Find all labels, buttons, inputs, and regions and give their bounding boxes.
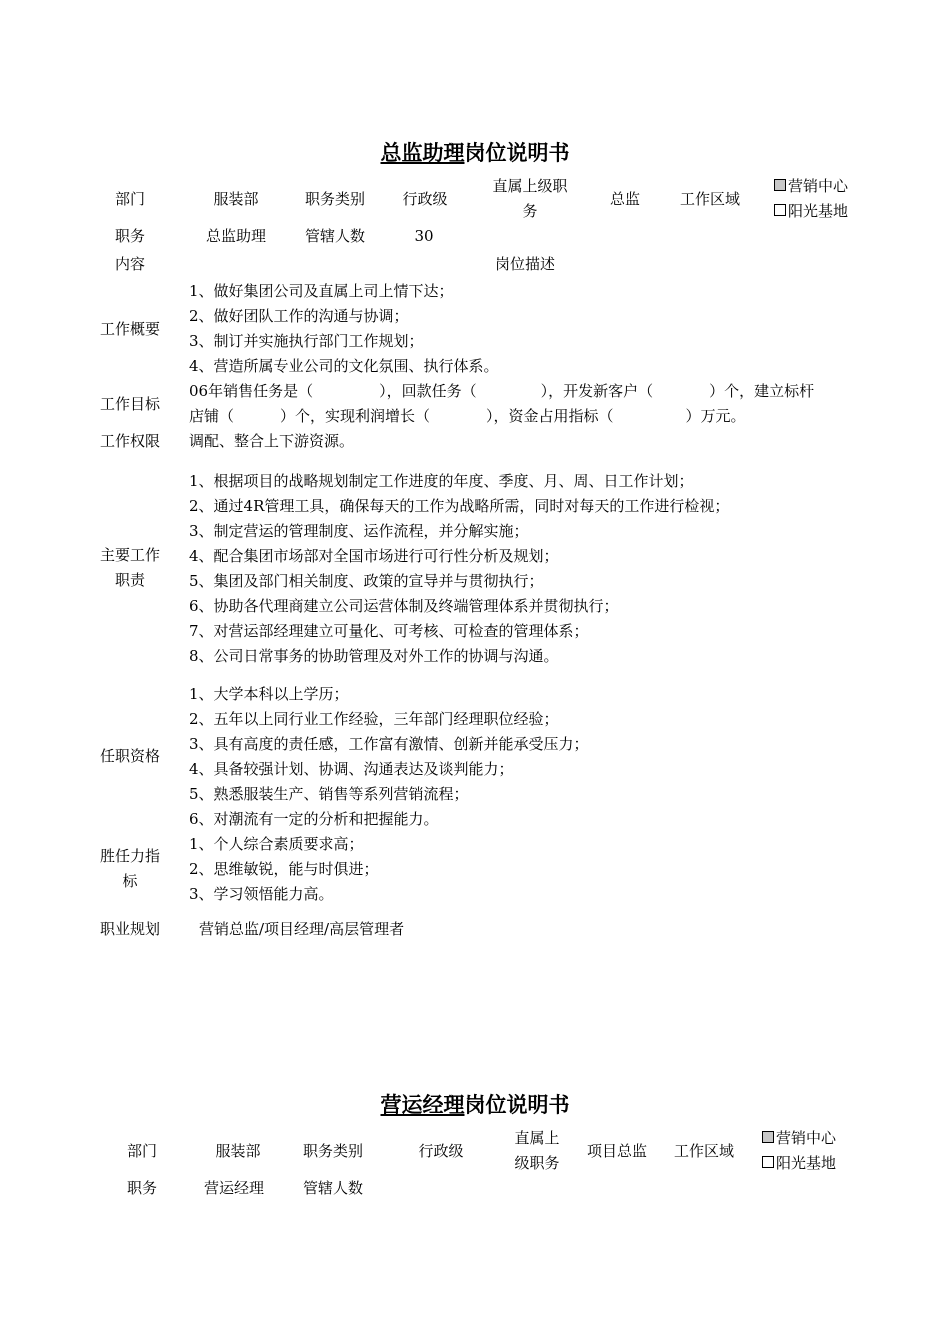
doc1-title-position: 总监助理 xyxy=(380,140,465,165)
doc1-duties-list xyxy=(189,469,729,669)
doc1-career-label: 职业规划 xyxy=(99,920,160,938)
doc2-title-position: 营运经理 xyxy=(380,1092,465,1117)
list-item: 3、学习领悟能力高。 xyxy=(189,885,334,903)
list-item: 1、根据项目的战略规划制定工作进度的年度、季度、月、周、日工作计划； xyxy=(189,472,694,490)
doc2-dept-value: 服装部 xyxy=(215,1142,261,1160)
doc1-goal-line2 xyxy=(189,404,814,429)
list-item: 4、具备较强计划、协调、沟通表达及谈判能力； xyxy=(189,760,514,778)
doc1-qualification-list xyxy=(189,682,589,832)
doc1-desc-label: 岗位描述 xyxy=(494,255,555,273)
list-item: 2、做好团队工作的沟通与协调； xyxy=(189,307,409,325)
doc1-competency-list xyxy=(189,832,379,907)
doc1-content-label: 内容 xyxy=(114,255,145,273)
doc1-type-label: 职务类别 xyxy=(304,190,365,208)
doc1-superior-value: 总监 xyxy=(609,190,640,208)
goal-benchmark-text: ）个，建立标杆 xyxy=(709,382,815,400)
doc1-title-suffix: 岗位说明书 xyxy=(464,140,570,165)
doc1-duties-label xyxy=(92,543,168,593)
checkbox-icon[interactable] xyxy=(774,204,786,216)
doc1-post-label: 职务 xyxy=(114,227,145,245)
list-item: 7、对营运部经理建立可量化、可考核、可检查的管理体系； xyxy=(189,622,589,640)
doc2-area-label: 工作区域 xyxy=(673,1142,734,1160)
list-item: 6、协助各代理商建立公司运营体制及终端管理体系并贯彻执行； xyxy=(189,597,619,615)
doc1-subordinates-label: 管辖人数 xyxy=(304,227,365,245)
doc1-goal-line1 xyxy=(189,379,814,404)
list-item: 5、熟悉服装生产、销售等系列营销流程； xyxy=(189,785,469,803)
doc2-type-label: 职务类别 xyxy=(302,1142,363,1160)
list-item: 3、制订并实施执行部门工作规划； xyxy=(189,332,424,350)
goal-profit-text: ）个，实现利润增长（ xyxy=(280,407,431,425)
doc2-area-option-2[interactable] xyxy=(762,1151,882,1176)
list-item: 6、对潮流有一定的分析和把握能力。 xyxy=(189,810,439,828)
list-item: 1、大学本科以上学历； xyxy=(189,685,349,703)
list-item: 5、集团及部门相关制度、政策的宣导并与贯彻执行； xyxy=(189,572,544,590)
doc2-superior-label-line1: 直属上 xyxy=(514,1129,560,1147)
doc2-dept-label: 部门 xyxy=(126,1142,157,1160)
doc1-overview-label: 工作概要 xyxy=(99,320,160,338)
doc1-superior-label xyxy=(482,174,578,224)
doc1-competency-label-line2: 标 xyxy=(122,872,138,890)
doc1-title xyxy=(0,137,950,167)
doc1-area-option-2[interactable] xyxy=(774,199,894,224)
doc1-area-label: 工作区域 xyxy=(679,190,740,208)
list-item: 2、五年以上同行业工作经验，三年部门经理职位经验； xyxy=(189,710,559,728)
list-item: 2、通过4R管理工具，确保每天的工作为战略所需，同时对每天的工作进行检视； xyxy=(189,497,730,515)
goal-store-text: 店铺（ xyxy=(189,407,235,425)
doc1-post-value: 总监助理 xyxy=(205,227,266,245)
doc2-type-value: 行政级 xyxy=(418,1142,464,1160)
doc2-title-suffix: 岗位说明书 xyxy=(464,1092,570,1117)
doc1-subordinates-value: 30 xyxy=(414,227,434,245)
checkbox-icon[interactable] xyxy=(774,179,786,191)
doc2-subordinates-label: 管辖人数 xyxy=(302,1179,363,1197)
doc1-dept-label: 部门 xyxy=(114,190,145,208)
doc1-goal-label: 工作目标 xyxy=(99,395,160,413)
doc2-area-options xyxy=(762,1126,882,1176)
list-item: 3、制定营运的管理制度、运作流程，并分解实施； xyxy=(189,522,529,540)
list-item: 2、思维敏锐，能与时俱进； xyxy=(189,860,379,878)
doc1-superior-label-line1: 直属上级职 xyxy=(492,177,568,195)
checkbox-icon[interactable] xyxy=(762,1156,774,1168)
doc1-qualification-label: 任职资格 xyxy=(99,747,160,765)
list-item: 4、营造所属专业公司的文化氛围、执行体系。 xyxy=(189,357,499,375)
doc2-post-label: 职务 xyxy=(126,1179,157,1197)
doc1-competency-label-line1: 胜任力指 xyxy=(99,847,160,865)
doc2-title xyxy=(0,1089,950,1119)
doc2-superior-label xyxy=(504,1126,570,1176)
doc1-type-value: 行政级 xyxy=(402,190,448,208)
goal-unit-text: ）万元。 xyxy=(685,407,746,425)
list-item: 1、个人综合素质要求高； xyxy=(189,835,364,853)
doc2-area-option-1[interactable] xyxy=(762,1126,882,1151)
goal-customers-text: ），开发新客户（ xyxy=(540,382,654,400)
list-item: 4、配合集团市场部对全国市场进行可行性分析及规划； xyxy=(189,547,559,565)
goal-sales-text: 06年销售任务是（ xyxy=(189,382,314,400)
doc1-competency-label xyxy=(92,844,168,894)
doc1-dept-value: 服装部 xyxy=(213,190,259,208)
doc1-authority-text: 调配、整合上下游资源。 xyxy=(189,432,355,450)
doc1-career-text: 营销总监/项目经理/高层管理者 xyxy=(199,920,405,938)
doc1-duties-label-line1: 主要工作 xyxy=(99,546,160,564)
goal-collection-text: ），回款任务（ xyxy=(379,382,477,400)
doc1-overview-list xyxy=(189,279,499,379)
doc1-area-option-2-label: 阳光基地 xyxy=(788,202,849,220)
doc1-authority-label: 工作权限 xyxy=(99,432,160,450)
doc2-area-option-2-label: 阳光基地 xyxy=(776,1154,837,1172)
doc1-goal-text xyxy=(189,379,814,429)
list-item: 3、具有高度的责任感，工作富有激情、创新并能承受压力； xyxy=(189,735,589,753)
doc2-post-value: 营运经理 xyxy=(203,1179,264,1197)
doc1-superior-label-line2: 务 xyxy=(522,202,538,220)
doc1-area-option-1-label: 营销中心 xyxy=(788,177,849,195)
doc2-superior-label-line2: 级职务 xyxy=(514,1154,560,1172)
doc1-area-options xyxy=(774,174,894,224)
list-item: 8、公司日常事务的协助管理及对外工作的协调与沟通。 xyxy=(189,647,559,665)
doc2-area-option-1-label: 营销中心 xyxy=(776,1129,837,1147)
goal-capital-text: ），资金占用指标（ xyxy=(486,407,614,425)
list-item: 1、做好集团公司及直属上司上情下达； xyxy=(189,282,454,300)
doc1-area-option-1[interactable] xyxy=(774,174,894,199)
doc1-duties-label-line2: 职责 xyxy=(114,571,145,589)
doc2-superior-value: 项目总监 xyxy=(586,1142,647,1160)
checkbox-icon[interactable] xyxy=(762,1131,774,1143)
